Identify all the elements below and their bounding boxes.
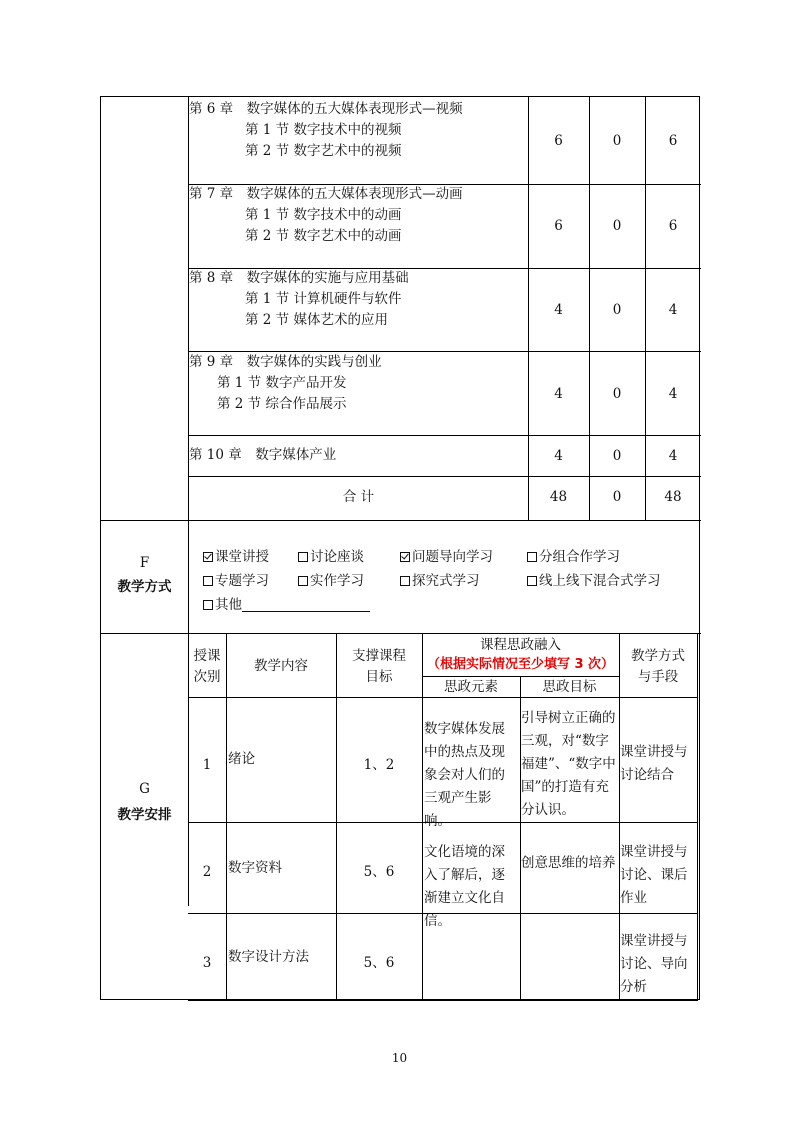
option-inquiry[interactable]: 探究式学习 [400, 571, 480, 591]
lecture-hours: 6 [554, 218, 563, 234]
chapter-section: 第 1 节 数字技术中的视频 [245, 122, 402, 138]
practice-hours: 0 [612, 302, 622, 318]
total-label: 合 计 [342, 489, 375, 505]
header-target: 思政目标 [542, 679, 597, 695]
option-blended[interactable]: 线上线下混合式学习 [527, 571, 661, 591]
chapter-title: 第 6 章 数字媒体的五大媒体表现形式—视频 [189, 101, 463, 117]
practice-hours: 0 [612, 218, 622, 234]
table-row-target: 创意思维的培养 [521, 855, 616, 871]
section-f-title: 教学方式 [117, 579, 172, 595]
table-row-content: 数字资料 [228, 860, 282, 876]
section-g-title: 教学安排 [117, 807, 172, 823]
chapter-section: 第 1 节 数字技术中的动画 [245, 207, 402, 223]
table-row-element: 数字媒体发展中的热点及现象会对人们的三观产生影响。 [424, 721, 505, 829]
header-ideology-note: （根据实际情况至少填写 3 次） [426, 657, 615, 672]
section-divider [101, 520, 701, 521]
table-row-no: 3 [202, 955, 212, 971]
total-all-hours: 48 [664, 489, 682, 505]
option-lecture[interactable]: 课堂讲授 [203, 547, 269, 567]
total-hours: 6 [668, 218, 678, 234]
total-practice-hours: 0 [612, 489, 622, 505]
table-row-target: 引导树立正确的三观，对“数字福建”、“数字中国”的打造有充分认识。 [521, 710, 616, 818]
table-row-content: 数字设计方法 [228, 949, 309, 965]
total-lecture-hours: 48 [549, 489, 568, 505]
lecture-hours: 4 [554, 448, 563, 464]
option-problem-based[interactable]: 问题导向学习 [400, 547, 493, 567]
table-row-goal: 1、2 [363, 757, 395, 773]
checkbox-icon[interactable] [298, 576, 308, 586]
lecture-hours: 4 [554, 302, 563, 318]
col-divider [697, 633, 698, 1001]
table-row-no: 2 [202, 864, 212, 880]
total-hours: 4 [668, 302, 678, 318]
other-blank-field[interactable] [242, 597, 370, 612]
option-practical[interactable]: 实作学习 [298, 571, 364, 591]
option-other[interactable]: 其他 [203, 595, 370, 615]
header-content: 教学内容 [254, 658, 308, 674]
total-hours: 4 [668, 386, 678, 402]
practice-hours: 0 [612, 448, 622, 464]
option-discussion[interactable]: 讨论座谈 [298, 547, 364, 567]
chapter-section: 第 2 节 数字艺术中的动画 [245, 228, 402, 244]
checkbox-icon[interactable] [400, 576, 410, 586]
table-row-method: 课堂讲授与讨论、导向分析 [620, 933, 688, 995]
row-divider [188, 476, 701, 477]
chapter-section: 第 1 节 数字产品开发 [217, 375, 347, 391]
header-goal: 支撑课程 [352, 648, 406, 664]
header-goal: 目标 [365, 669, 393, 685]
col-divider [336, 633, 337, 1001]
chapter-title: 第 9 章 数字媒体的实践与创业 [189, 354, 382, 370]
checkbox-icon[interactable] [527, 576, 537, 586]
table-row-method: 课堂讲授与讨论、课后作业 [620, 844, 688, 906]
chapter-section: 第 2 节 媒体艺术的应用 [245, 312, 388, 328]
chapter-title: 第 10 章 数字媒体产业 [189, 447, 337, 463]
col-divider [226, 633, 227, 1001]
lecture-hours: 4 [554, 386, 563, 402]
checkbox-icon[interactable] [527, 552, 537, 562]
section-divider [101, 633, 701, 634]
row-divider [188, 435, 701, 436]
chapter-title: 第 7 章 数字媒体的五大媒体表现形式—动画 [189, 186, 463, 202]
total-hours: 6 [668, 133, 678, 149]
table-row-method: 课堂讲授与讨论结合 [620, 744, 688, 783]
checkbox-checked-icon[interactable] [203, 552, 213, 562]
lecture-hours: 6 [554, 133, 563, 149]
row-divider [188, 1000, 697, 1001]
table-row-content: 绪论 [228, 751, 255, 767]
checkbox-icon[interactable] [203, 600, 213, 610]
chapter-section: 第 2 节 综合作品展示 [217, 396, 347, 412]
header-element: 思政元素 [444, 679, 498, 695]
page-number: 10 [391, 1051, 408, 1065]
total-hours: 4 [668, 448, 678, 464]
option-topic-study[interactable]: 专题学习 [203, 571, 269, 591]
table-row-element: 文化语境的深入了解后，逐渐建立文化自信。 [424, 844, 505, 929]
header-divider [188, 697, 697, 698]
practice-hours: 0 [612, 133, 622, 149]
chapter-title: 第 8 章 数字媒体的实施与应用基础 [189, 270, 409, 286]
option-group-work[interactable]: 分组合作学习 [527, 547, 620, 567]
header-lesson: 次别 [193, 669, 221, 685]
table-row-goal: 5、6 [363, 955, 395, 971]
header-lesson: 授课 [193, 648, 221, 664]
section-g-letter: G [139, 781, 150, 797]
table-row-no: 1 [202, 757, 212, 773]
header-method: 与手段 [637, 669, 679, 685]
chapter-section: 第 1 节 计算机硬件与软件 [245, 291, 402, 307]
checkbox-icon[interactable] [298, 552, 308, 562]
checkbox-icon[interactable] [203, 576, 213, 586]
table-row-goal: 5、6 [363, 864, 395, 880]
section-f-letter: F [139, 555, 150, 571]
chapter-section: 第 2 节 数字艺术中的视频 [245, 143, 402, 159]
header-ideology: 课程思政融入 [480, 637, 561, 653]
practice-hours: 0 [612, 386, 622, 402]
course-table [100, 96, 700, 1000]
header-method: 教学方式 [631, 648, 685, 664]
checkbox-checked-icon[interactable] [400, 552, 410, 562]
